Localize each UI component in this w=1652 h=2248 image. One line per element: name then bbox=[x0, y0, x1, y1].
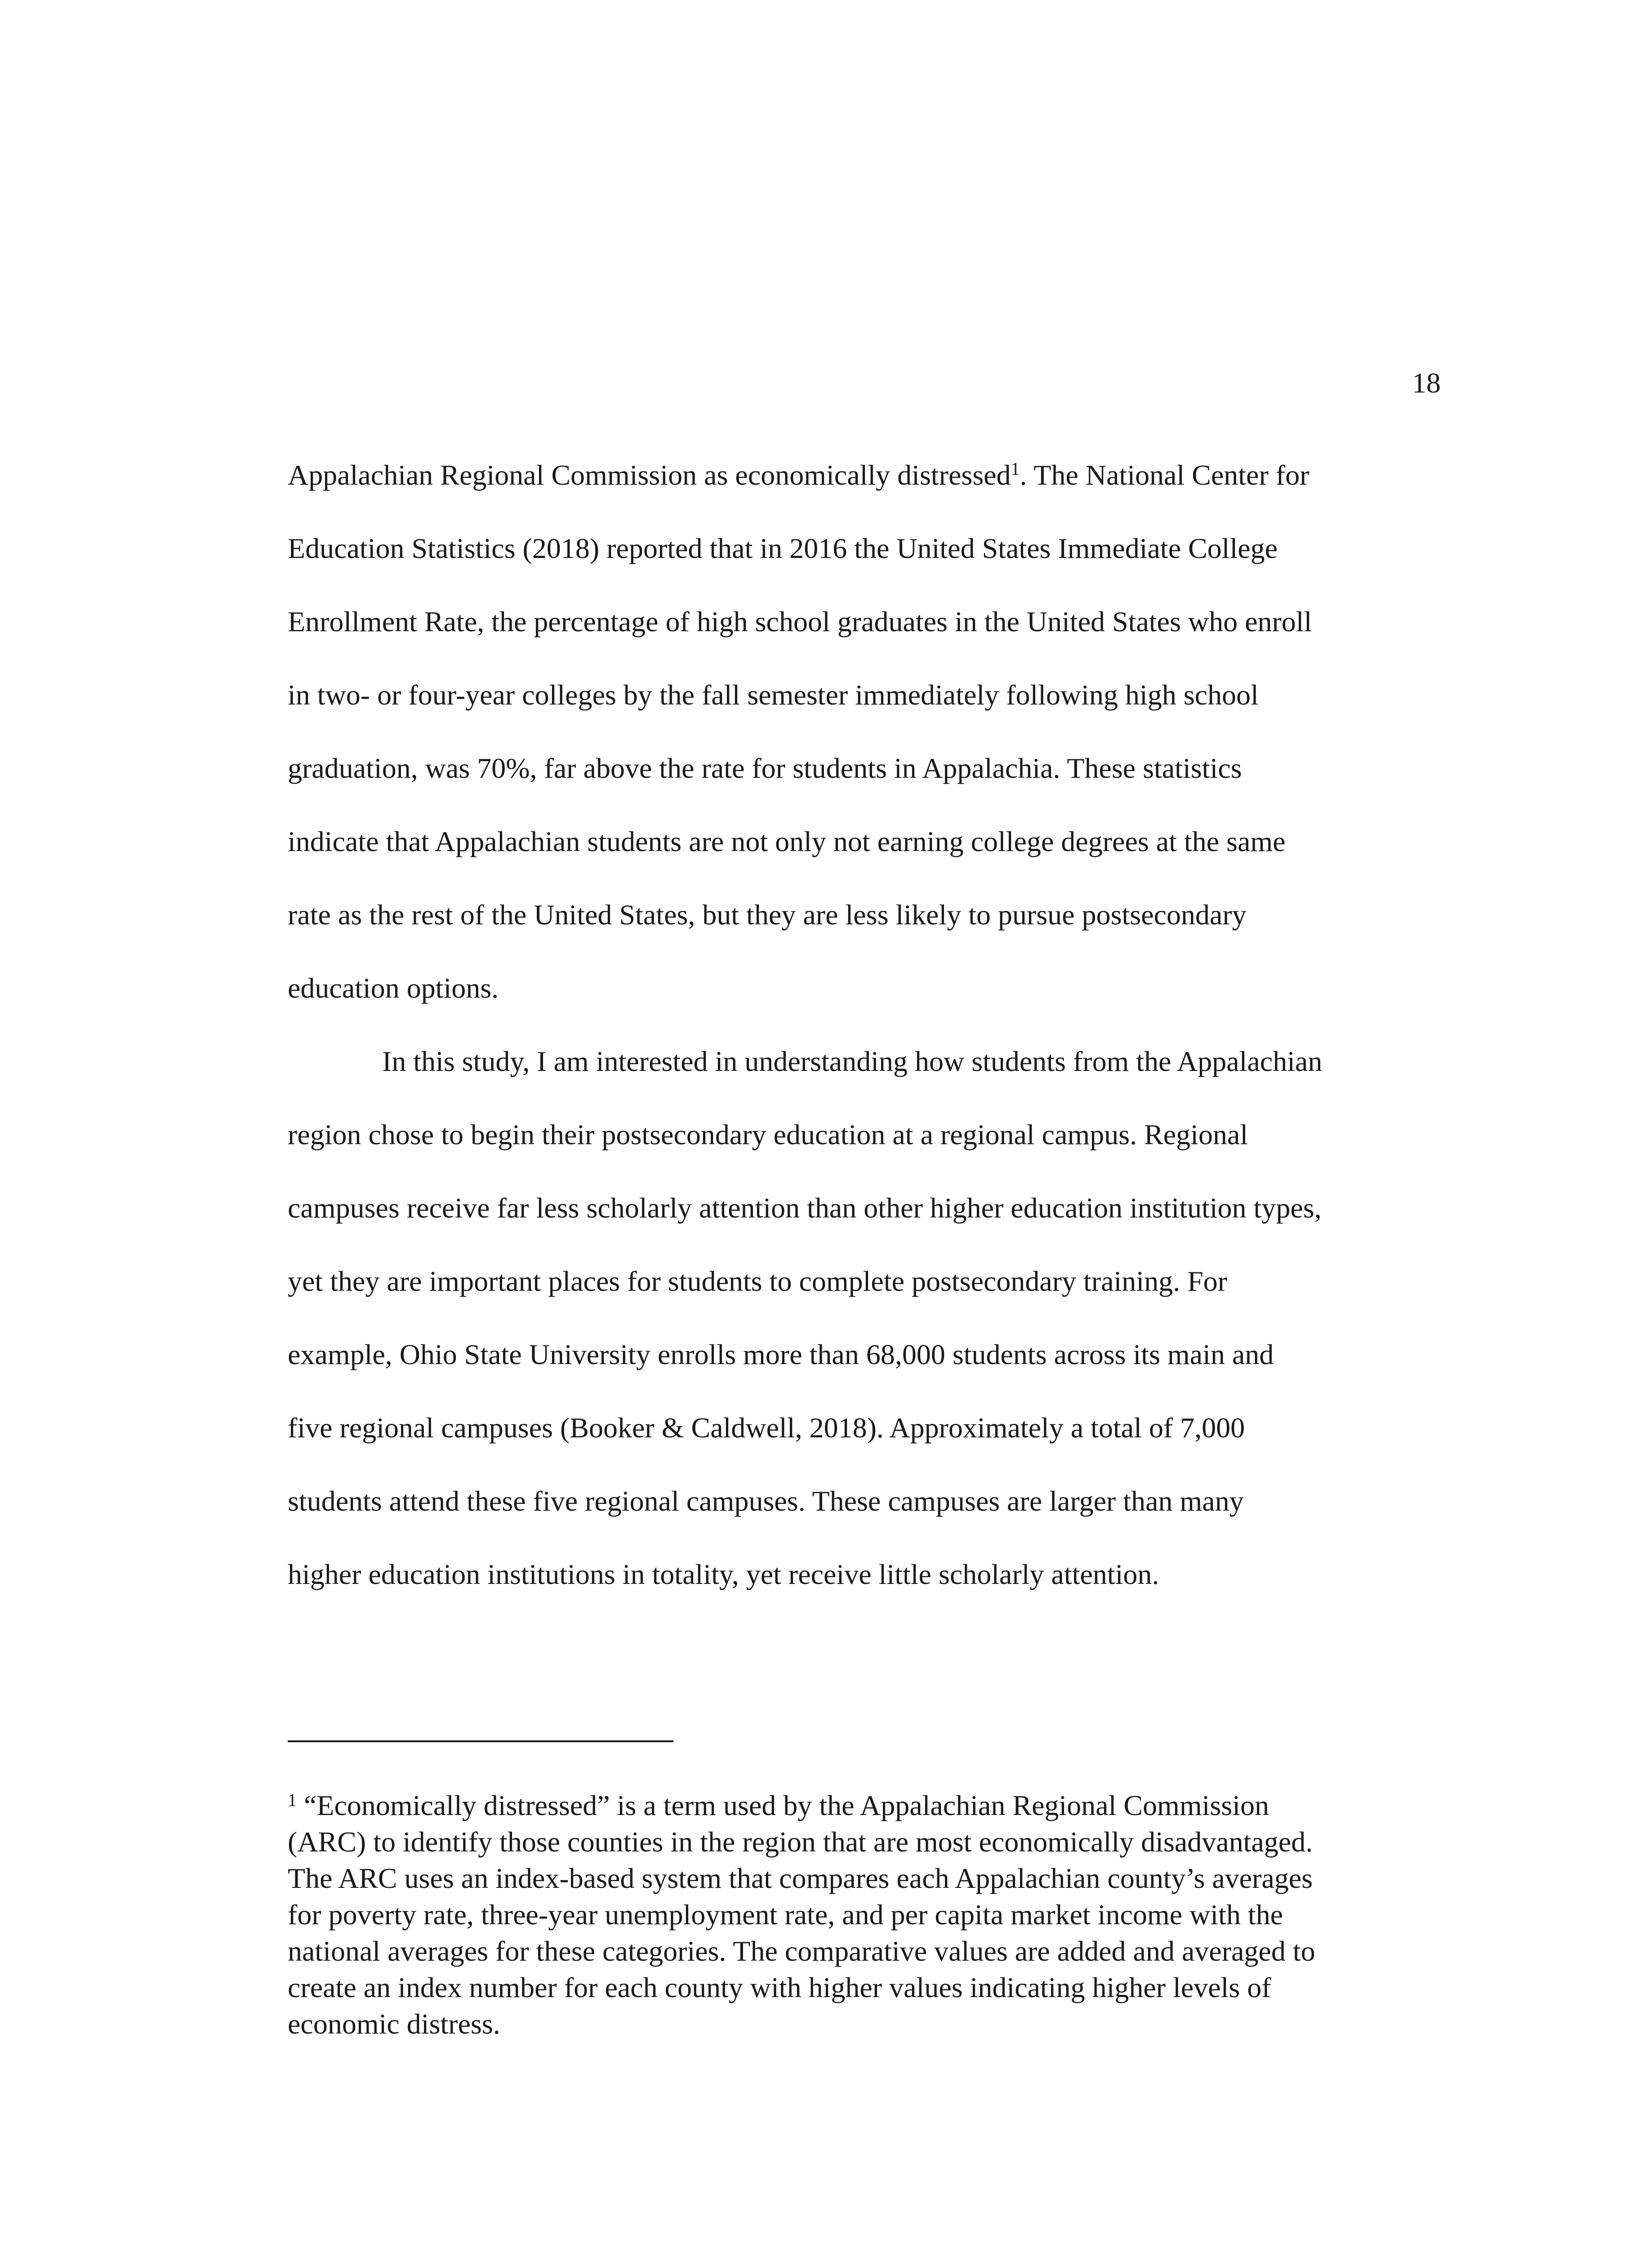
body-line: indicate that Appalachian students are not only not earning college degrees at the same bbox=[288, 825, 1286, 857]
footnote-line: national averages for these categories. The comparative values are added and averaged to bbox=[288, 1935, 1315, 1967]
footnote-line: The ARC uses an index-based system that compares each Appalachian county’s averages bbox=[288, 1862, 1313, 1894]
body-line: graduation, was 70%, far above the rate for students in Appalachia. These statistics bbox=[288, 752, 1242, 784]
body-line: example, Ohio State University enrolls more than 68,000 students across its main and bbox=[288, 1338, 1274, 1370]
body-line-text: Appalachian Regional Commission as economically distressed bbox=[288, 459, 1011, 491]
paragraph-first-line: In this study, I am interested in understanding how students from the Appalachian bbox=[382, 1045, 1322, 1077]
body-line: higher education institutions in totality, yet receive little scholarly attention. bbox=[288, 1558, 1159, 1590]
footnote bbox=[288, 1787, 1438, 2042]
footnote-line bbox=[288, 1787, 1438, 1824]
footnote-line: create an index number for each county with higher values indicating higher levels of bbox=[288, 1971, 1271, 2003]
body-line: students attend these five regional campuses. These campuses are larger than many bbox=[288, 1485, 1244, 1517]
footnote-marker: 1 bbox=[288, 1790, 297, 1810]
body-line: rate as the rest of the United States, but they are less likely to pursue postsecondary bbox=[288, 899, 1247, 931]
body-line: yet they are important places for students to complete postsecondary training. For bbox=[288, 1265, 1228, 1297]
body-text bbox=[288, 438, 1438, 1611]
body-line bbox=[288, 438, 1438, 512]
footnote-line-text: “Economically distressed” is a term used by the Appalachian Regional Commission bbox=[297, 1789, 1269, 1821]
body-line: education options. bbox=[288, 972, 499, 1004]
page-number: 18 bbox=[1412, 367, 1441, 399]
body-line-text: . The National Center for bbox=[1020, 459, 1309, 491]
footnote-line: (ARC) to identify those counties in the region that are most economically disadvantaged. bbox=[288, 1826, 1313, 1858]
footnote-separator bbox=[288, 1740, 673, 1742]
body-line: in two- or four-year colleges by the fall semester immediately following high school bbox=[288, 679, 1259, 711]
footnote-line: economic distress. bbox=[288, 2008, 500, 2040]
body-line: campuses receive far less scholarly attention than other higher education institution types, bbox=[288, 1192, 1322, 1224]
body-line: Enrollment Rate, the percentage of high school graduates in the United States who enroll bbox=[288, 606, 1312, 638]
body-line: Education Statistics (2018) reported that in 2016 the United States Immediate College bbox=[288, 532, 1278, 564]
footnote-line: for poverty rate, three-year unemployment rate, and per capita market income with the bbox=[288, 1899, 1283, 1931]
body-line: region chose to begin their postsecondary education at a regional campus. Regional bbox=[288, 1119, 1248, 1151]
body-line: five regional campuses (Booker & Caldwell, 2018). Approximately a total of 7,000 bbox=[288, 1412, 1245, 1444]
footnote-reference: 1 bbox=[1011, 459, 1020, 479]
